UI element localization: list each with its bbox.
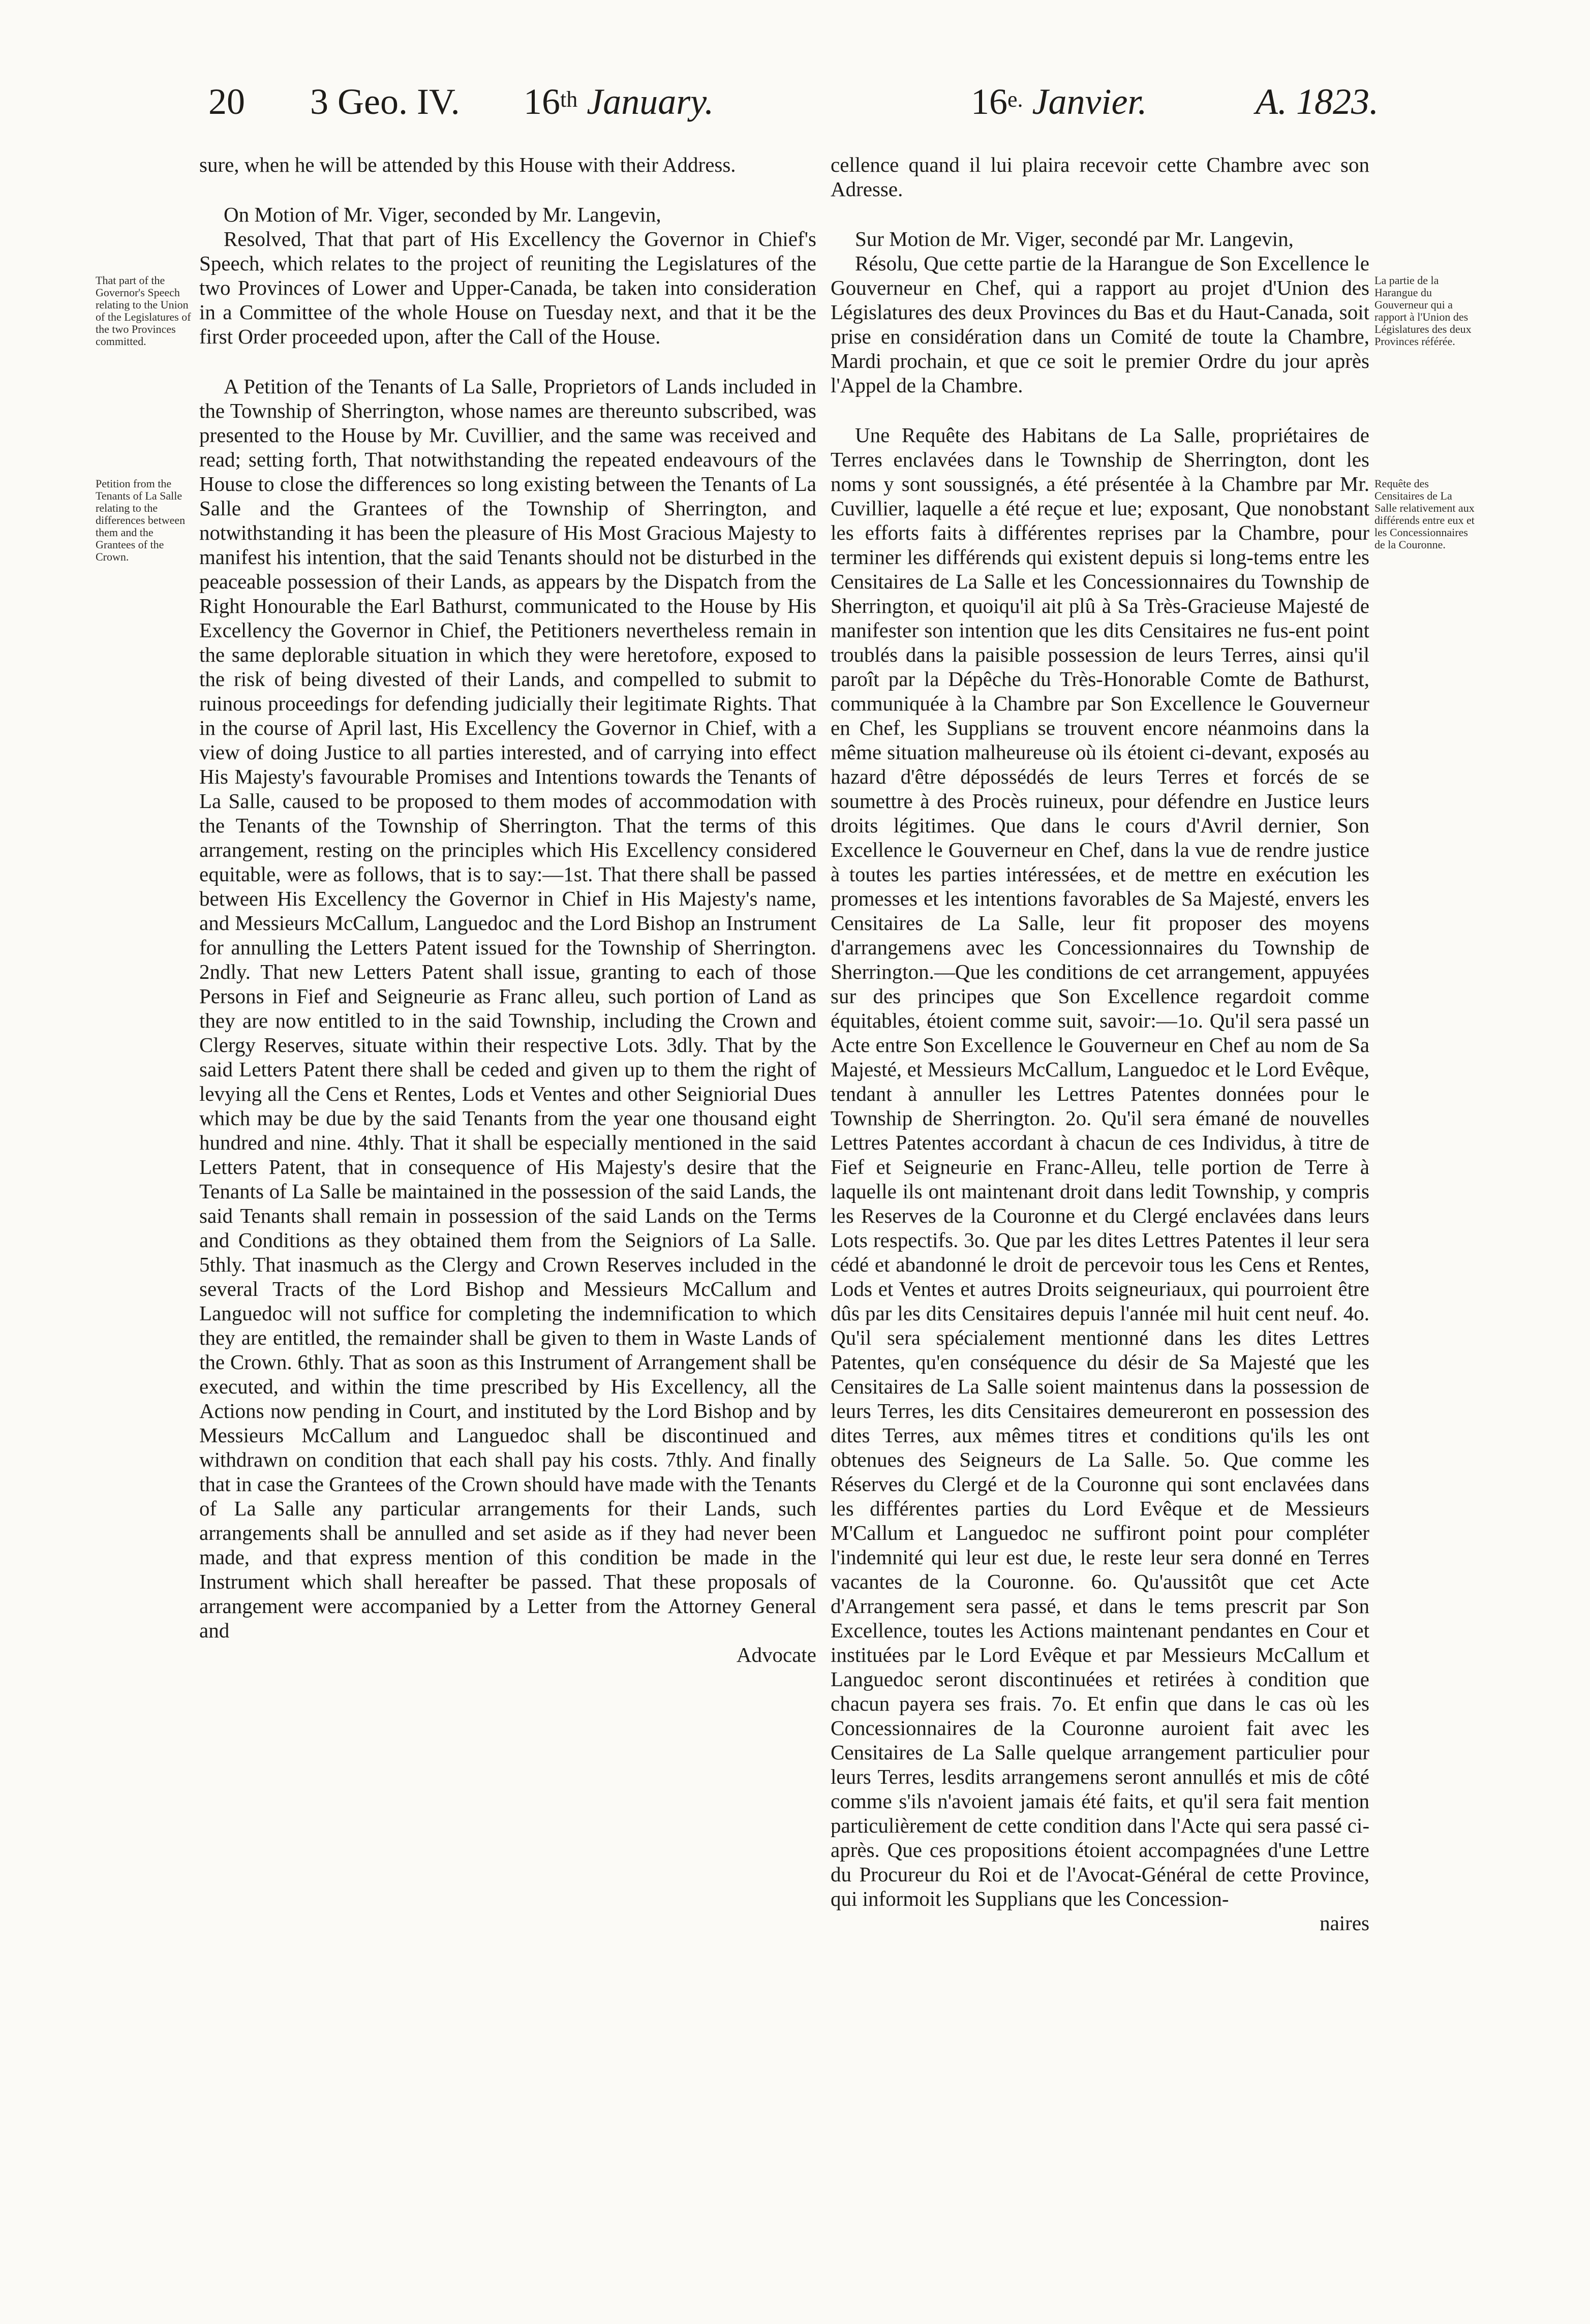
english-petition: A Petition of the Tenants of La Salle, Proprietors of Lands included in the Township of Sherrington, whose names are thereunto subscribed, was presented to the House by Mr. Cuvillier, and the same was received and read; setting forth, That notwithstanding the repeated endeavours of the House to close the differences so long existing between the Tenants of La Salle and the Grantees of the Township of Sherrington, and notwithstanding it has been the pleasure of His Most Gracious Majesty to manifest his intention, that the said Tenants should not be disturbed in the peaceable possession of their Lands, as appears by the Dispatch from the Right Honourable the Earl Bathurst, communicated to the House by His Excellency the Governor in Chief, the Petitioners nevertheless remain in the same deplorable situation in which they were heretofore, exposed to the risk of being divested of their Lands, and compelled to submit to ruinous proceedings for defending judicially their legitimate Rights. That in the course of April last, His Excellency the Governor in Chief, with a view of doing Justice to all parties interested, and of carrying into effect His Majesty's favourable Promises and Intentions towards the Tenants of La Salle, caused to be proposed to them modes of accommodation with the Tenants of the Township of Sherrington. That the terms of this arrangement, resting on the principles which His Excellency considered equitable, were as follows, that is to say:—1st. That there shall be passed between His Excellency the Governor in Chief in His Majesty's name, and Messieurs McCallum, Languedoc and the Lord Bishop an Instrument for annulling the Letters Patent issued for the Township of Sherrington. 2ndly. That new Letters Patent shall issue, granting to each of those Persons in Fief and Seigneurie as Franc alleu, such portion of Land as they are now entitled to in the said Township, including the Crown and Clergy Reserves, situate within their respective Lots. 3dly. That by the said Letters Patent there shall be ceded and given up to them the right of levying all the Cens et Rentes, Lods et Ventes and other Seigniorial Dues which may be due by the said Tenants from the year one thousand eight hundred and nine. 4thly. That it shall be especially mentioned in the said Letters Patent, that in consequence of His Majesty's desire that the Tenants of La Salle be maintained in the possession of the said Lands, the said Tenants shall remain in possession of the said Lands on the Terms and Conditions as they obtained them from the Seigniors of La Salle. 5thly. That inasmuch as the Clergy and Crown Reserves included in the several Tracts of the Lord Bishop and Messieurs McCallum and Languedoc will not suffice for completing the indemnification to which they are entitled, the remainder shall be given to them in Waste Lands of the Crown. 6thly. That as soon as this Instrument of Arrangement shall be executed, and within the time prescribed by His Excellency, all the Actions now pending in Court, and instituted by the Lord Bishop and by Messieurs McCallum and Languedoc shall be discontinued and withdrawn on condition that each shall pay his costs. 7thly. And finally that in case the Grantees of the Crown should have made with the Tenants of La Salle any particular arrangements for their Lands, such arrangements shall be annulled and set aside as if they had never been made, and that express mention of this condition be made in the Instrument which shall hereafter be passed. That these proposals of arrangement were accompanied by a Letter from the Attorney General and bbox=[199, 375, 816, 1642]
english-resolution: Resolved, That that part of His Excellency the Governor in Chief's Speech, which relates to the project of reuniting the Legislatures of the two Provinces of Lower and Upper-Canada, be taken into consideration in a Committee of the whole House on Tuesday next, and that it be the first Order proceeded upon, after the Call of the House. bbox=[199, 227, 816, 348]
french-resolution: Résolu, Que cette partie de la Harangue de Son Excellence le Gouverneur en Chef, qui a rapport au projet d'Union des Législatures des deux Provinces du Bas et du Haut-Canada, soit prise en considération dans un Comité de toute la Chambre, Mardi prochain, et que ce soit le premier Ordre du jour après l'Appel de la Chambre. bbox=[831, 252, 1369, 397]
margin-note-petition-en: Petition from the Tenants of La Salle relating to the differences between them and the Grantees of the Crown. bbox=[96, 477, 186, 563]
french-continuation: cellence quand il lui plaira recevoir cette Chambre avec son Adresse. bbox=[831, 153, 1369, 201]
month-fr: Janvier. bbox=[1032, 81, 1147, 122]
date-en bbox=[524, 76, 714, 127]
year: A. 1823. bbox=[1256, 81, 1379, 122]
english-column bbox=[199, 152, 816, 1667]
page-number: 20 bbox=[208, 81, 245, 122]
english-continuation: sure, when he will be attended by this House with their Address. bbox=[199, 153, 736, 176]
date-fr bbox=[971, 76, 1147, 127]
day-en-suffix: th bbox=[560, 87, 578, 112]
regnal-year: 3 Geo. IV. bbox=[310, 81, 460, 122]
french-column bbox=[831, 152, 1369, 1935]
english-motion: On Motion of Mr. Viger, seconded by Mr. Langevin, bbox=[224, 203, 661, 226]
page-header bbox=[0, 76, 1590, 137]
month-en: January. bbox=[587, 81, 714, 122]
margin-note-speech-en: That part of the Governor's Speech relating to the Union of the Legislatures of the two Provinces committed. bbox=[96, 274, 191, 348]
french-motion: Sur Motion de Mr. Viger, secondé par Mr. Langevin, bbox=[855, 227, 1294, 251]
french-petition: Une Requête des Habitans de La Salle, propriétaires de Terres enclavées dans le Township de Sherrington, dont les noms y sont soussignés, a été présentée à la Chambre par Mr. Cuvillier, laquelle a été reçue et lue; exposant, Que nonobstant les efforts faits à différentes reprises par la Chambre, pour terminer les différends qui existent depuis si long-tems entre les Censitaires de La Salle et les Concessionnaires du Township de Sherrington, et quoiqu'il ait plû à Sa Très-Gracieuse Majesté de manifester son intention que les dits Censitaires ne fus-ent point troublés dans la paisible possession de leurs Terres, ainsi qu'il paroît par la Dépêche du Très-Honorable Comte de Bathurst, communiquée à la Chambre par Son Excellence le Gouverneur en Chef, les Supplians se trouvent encore néanmoins dans la même situation malheureuse où ils étoient ci-devant, exposés au hazard d'être dépossédés de leurs Terres et forcés de se soumettre à des Procès ruineux, pour défendre en Justice leurs droits légitimes. Que dans le cours d'Avril dernier, Son Excellence le Gouverneur en Chef, dans la vue de rendre justice à toutes les parties intéressées, et de mettre en exécution les promesses et les intentions favorables de Sa Majesté, envers les Censitaires de La Salle, leur fit proposer des moyens d'arrangemens avec les Concessionnaires du Township de Sherrington.—Que les conditions de cet arrangement, appuyées sur des principes que Son Excellence regardoit comme équitables, étoient comme suit, savoir:—1o. Qu'il sera passé un Acte entre Son Excellence le Gouverneur en Chef au nom de Sa Majesté, et Messieurs McCallum, Languedoc et le Lord Evêque, tendant à annuller les Lettres Patentes données pour le Township de Sherrington. 2o. Qu'il sera émané de nouvelles Lettres Patentes accordant à chacun de ces Individus, à titre de Fief et Seigneurie en Franc-Alleu, telle portion de Terre à laquelle ils ont maintenant droit dans ledit Township, y compris les Reserves de la Couronne et du Clergé enclavées dans leurs Lots respectifs. 3o. Que par les dites Lettres Patentes il leur sera cédé et abandonné le droit de percevoir tous les Cens et Rentes, Lods et Ventes et autres Droits seigneuriaux, qui pourroient être dûs par les dits Censitaires depuis l'année mil huit cent neuf. 4o. Qu'il sera spécialement mentionné dans les dites Lettres Patentes, qu'en conséquence du désir de Sa Majesté que les Censitaires de La Salle soient maintenus dans la possession de leurs Terres, les dits Censitaires demeureront en possession des dites Terres, aux mêmes titres et conditions qu'ils les ont obtenues des Seigneurs de La Salle. 5o. Que comme les Réserves du Clergé et de la Couronne qui sont enclavées dans les différentes parties du Lord Evêque et de Messieurs M'Callum et Languedoc ne suffiront point pour compléter l'indemnité qui leur est due, le reste leur sera donné en Terres vacantes de la Couronne. 6o. Qu'aussitôt que cet Acte d'Arrangement sera passé, et dans le tems prescrit par Son Excellence, toutes les Actions maintenant pendantes en Cour et instituées par le Lord Evêque et par Messieurs McCallum et Languedoc seront discontinuées et retirées à condition que chacun payera ses frais. 7o. Et enfin que dans le cas où les Concessionnaires de la Couronne auroient fait avec les Censitaires de La Salle quelque arrangement particulier pour leurs Terres, lesdits arrangemens seront annullés et mis de côté comme s'ils n'avoient jamais été faits, et qu'il sera fait mention particulièrement de cette condition dans l'Acte qui sera passé ci-après. Que ces propositions étoient accompagnées d'une Lettre du Procureur du Roi et de l'Avocat-Général de cette Province, qui informoit les Supplians que les Concession- bbox=[831, 423, 1369, 1910]
day-fr: 16 bbox=[971, 81, 1007, 122]
margin-note-speech-fr: La partie de la Harangue du Gouverneur qui a rapport à l'Union des Législatures des deux Provinces référée. bbox=[1374, 274, 1472, 348]
day-fr-suffix: e. bbox=[1007, 87, 1023, 112]
margin-note-petition-fr: Requête des Censitaires de La Salle relativement aux différends entre eux et les Concessionnaires de la Couronne. bbox=[1374, 477, 1475, 551]
day-en: 16 bbox=[524, 81, 560, 122]
english-catchword: Advocate bbox=[736, 1643, 816, 1666]
french-catchword: naires bbox=[1320, 1911, 1369, 1935]
